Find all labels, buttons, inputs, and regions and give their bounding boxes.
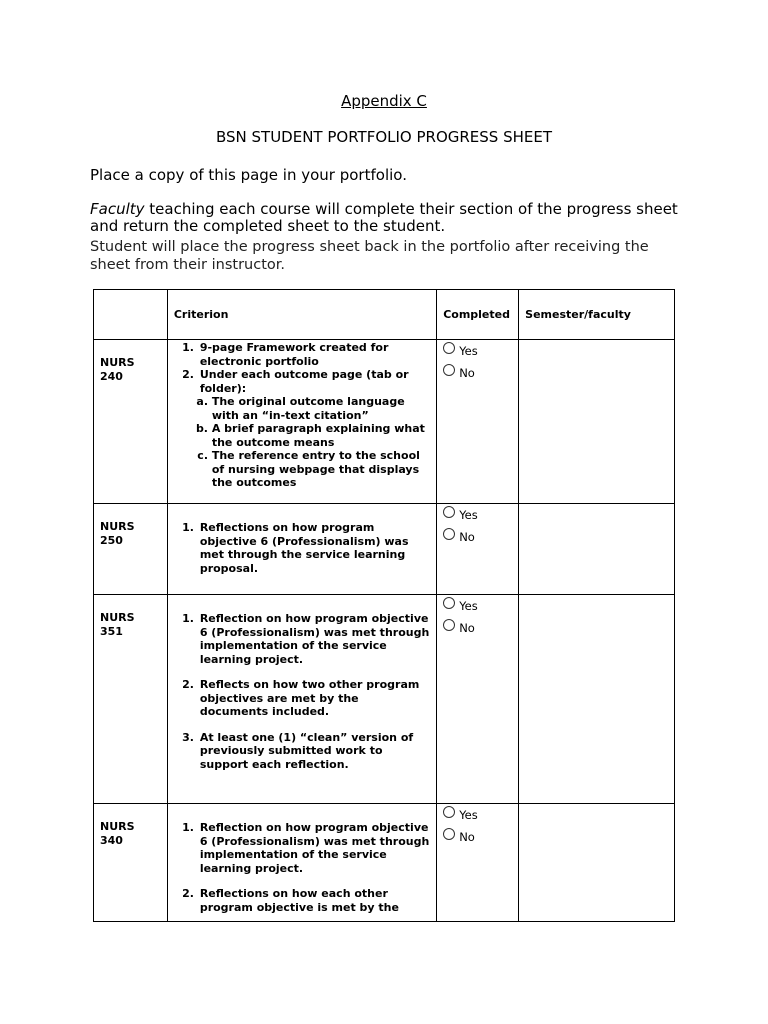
list-item: [198, 368, 430, 490]
course-cell: [94, 340, 168, 504]
course-prefix: NURS: [100, 820, 135, 833]
yes-radio-option[interactable]: [443, 808, 518, 830]
list-item: 2. Reflections on how each other program objective is met by the: [198, 887, 430, 914]
instruction-student: Student will place the progress sheet back in the portfolio after receiving the sheet from their instructor.: [90, 239, 649, 273]
sub-list-item: a. The original outcome language with an “in-text citation”: [212, 395, 430, 422]
radio-button-icon[interactable]: [443, 528, 455, 540]
no-label: No: [459, 621, 475, 635]
course-prefix: NURS: [100, 611, 135, 624]
yes-label: Yes: [459, 599, 478, 613]
course-cell: [94, 504, 168, 595]
appendix-label: Appendix C: [341, 92, 427, 110]
radio-button-icon[interactable]: [443, 828, 455, 840]
sub-list-item: b. A brief paragraph explaining what the outcome means: [212, 422, 430, 449]
list-item: 3. At least one (1) “clean” version of previously submitted work to support each reflection.: [198, 731, 430, 772]
course-prefix: NURS: [100, 520, 135, 533]
no-label: No: [459, 366, 475, 380]
course-number: 240: [100, 370, 123, 383]
course-number: 250: [100, 534, 123, 547]
radio-button-icon[interactable]: [443, 597, 455, 609]
table-row: [94, 340, 675, 504]
instruction-faculty: [90, 201, 680, 235]
no-label: No: [459, 830, 475, 844]
criterion-cell: [167, 504, 436, 595]
criterion-cell: [167, 595, 436, 804]
completed-cell: [437, 804, 519, 922]
header-blank: [94, 290, 168, 340]
header-criterion: Criterion: [167, 290, 436, 340]
faculty-word: Faculty: [90, 200, 145, 218]
course-cell: [94, 595, 168, 804]
progress-table: [93, 289, 675, 922]
no-label: No: [459, 530, 475, 544]
list-item: 2. Reflects on how two other program objectives are met by the documents included.: [198, 678, 430, 719]
radio-button-icon[interactable]: [443, 342, 455, 354]
radio-button-icon[interactable]: [443, 806, 455, 818]
criterion-cell: [167, 804, 436, 922]
semester-faculty-cell[interactable]: [519, 804, 675, 922]
list-item: 1. Reflections on how program objective 6 (Professionalism) was met through the service learning proposal.: [198, 521, 430, 575]
table-row: [94, 595, 675, 804]
no-radio-option[interactable]: [443, 530, 518, 552]
table-row: [94, 504, 675, 595]
course-cell: [94, 804, 168, 922]
yes-label: Yes: [459, 344, 478, 358]
list-item: 1. Reflection on how program objective 6 (Professionalism) was met through implementation of the service learning project.: [198, 612, 430, 666]
list-item-text: Under each outcome page (tab or folder):: [199, 368, 409, 395]
no-radio-option[interactable]: [443, 366, 518, 388]
list-item: 1. 9-page Framework created for electronic portfolio: [198, 341, 430, 368]
completed-cell: [437, 595, 519, 804]
semester-faculty-cell[interactable]: [519, 504, 675, 595]
list-item: 1. Reflection on how program objective 6 (Professionalism) was met through implementation of the service learning project.: [198, 821, 430, 875]
faculty-instruction-text: teaching each course will complete their section of the progress sheet and return the completed sheet to the student.: [90, 200, 678, 235]
table-row: [94, 804, 675, 922]
semester-faculty-cell[interactable]: [519, 595, 675, 804]
yes-label: Yes: [459, 808, 478, 822]
yes-radio-option[interactable]: [443, 344, 518, 366]
yes-radio-option[interactable]: [443, 508, 518, 530]
header-completed: Completed: [437, 290, 519, 340]
yes-label: Yes: [459, 508, 478, 522]
instruction-copy: Place a copy of this page in your portfolio.: [90, 166, 407, 184]
header-semester-faculty: Semester/faculty: [519, 290, 675, 340]
table-header-row: [94, 290, 675, 340]
semester-faculty-cell[interactable]: [519, 340, 675, 504]
sub-list-item: c. The reference entry to the school of nursing webpage that displays the outcomes: [212, 449, 430, 490]
course-prefix: NURS: [100, 356, 135, 369]
page-title: BSN STUDENT PORTFOLIO PROGRESS SHEET: [215, 128, 553, 146]
radio-button-icon[interactable]: [443, 619, 455, 631]
radio-button-icon[interactable]: [443, 506, 455, 518]
completed-cell: [437, 504, 519, 595]
criterion-cell: [167, 340, 436, 504]
no-radio-option[interactable]: [443, 621, 518, 643]
completed-cell: [437, 340, 519, 504]
no-radio-option[interactable]: [443, 830, 518, 852]
radio-button-icon[interactable]: [443, 364, 455, 376]
course-number: 351: [100, 625, 123, 638]
course-number: 340: [100, 834, 123, 847]
yes-radio-option[interactable]: [443, 599, 518, 621]
